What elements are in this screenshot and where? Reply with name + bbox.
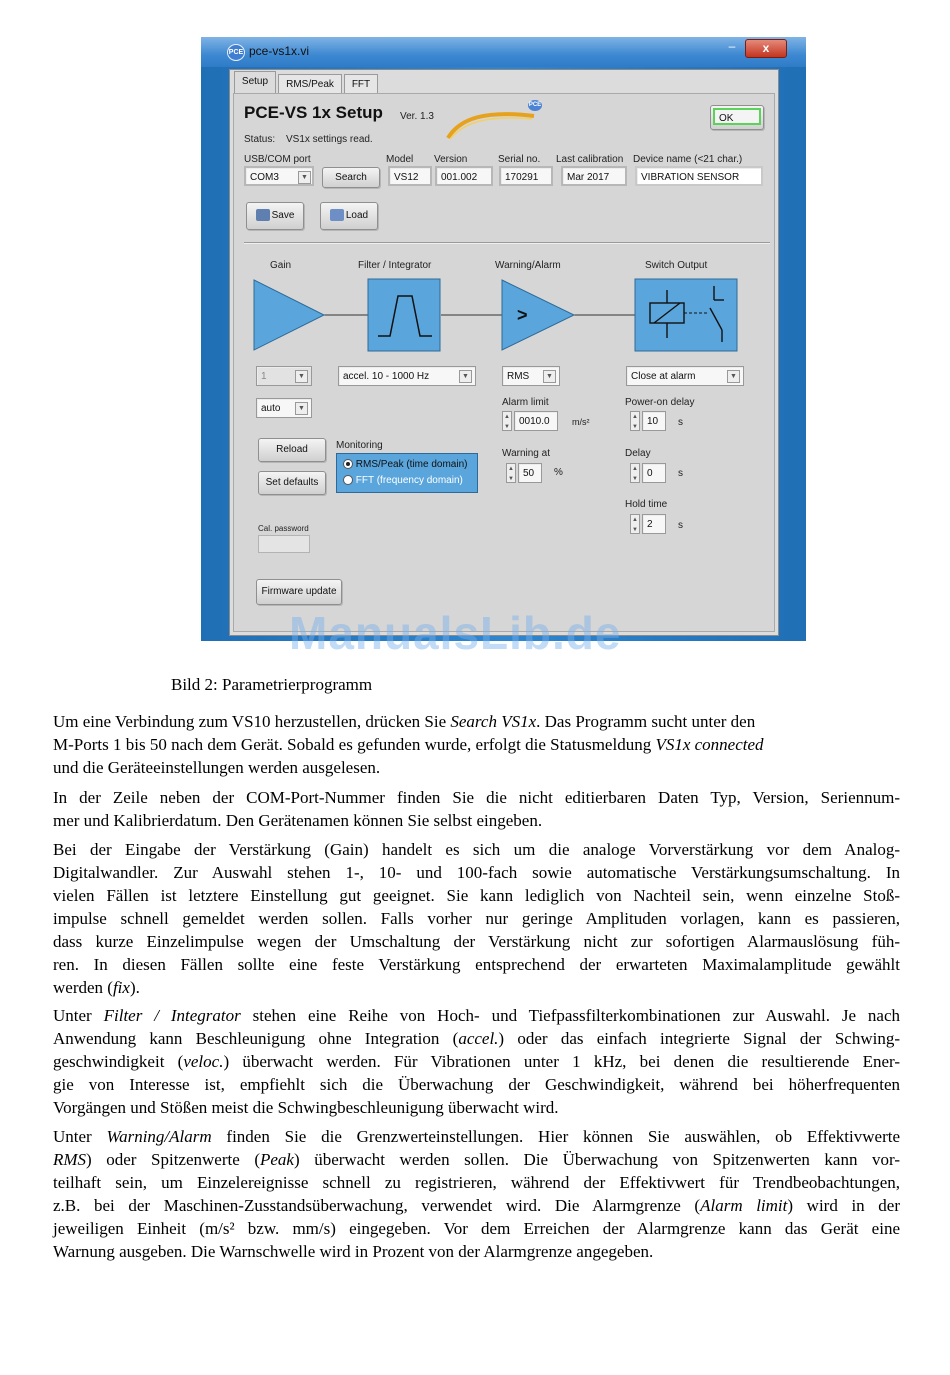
- save-label: Save: [271, 210, 295, 221]
- text-line: dass kurze Einzelimpulse wegen der Umschaltung der Verstärkung nicht zur sofortigen Alarmauslösung füh-: [53, 932, 900, 951]
- text-line: impulse schnell gemeldet werden sollen. Falls vorher nur geringe Amplituden vorlagen, kann es passieren,: [53, 909, 900, 928]
- delay-input[interactable]: 0: [642, 463, 666, 483]
- chevron-down-icon[interactable]: ▼: [295, 402, 308, 415]
- text-line: und die Geräteeinstellungen werden ausgelesen.: [53, 758, 381, 777]
- cal-password-label: Cal. password: [258, 524, 309, 533]
- setup-heading: PCE-VS 1x Setup: [244, 103, 383, 122]
- chevron-down-icon[interactable]: ▼: [727, 370, 740, 383]
- switch-mode-value: Close at alarm: [631, 371, 696, 382]
- seconds-unit: s: [678, 520, 683, 531]
- window-titlebar: [201, 37, 806, 67]
- switch-output-label: Switch Output: [645, 260, 708, 271]
- monitoring-group: [336, 453, 478, 493]
- power-on-delay-input[interactable]: 10: [642, 411, 666, 431]
- warning-at-input[interactable]: 50: [518, 463, 542, 483]
- folder-icon: [330, 209, 344, 221]
- serial-label: Serial no.: [498, 154, 541, 165]
- firmware-update-button[interactable]: Firmware update: [256, 579, 342, 605]
- paragraph-1: [53, 710, 900, 779]
- model-label: Model: [386, 154, 414, 165]
- gain-mode-value: auto: [261, 403, 281, 414]
- tab-rms-peak[interactable]: RMS/Peak: [278, 74, 342, 94]
- seconds-unit: s: [678, 417, 683, 428]
- paragraph-2: [53, 786, 900, 832]
- calibration-field: Mar 2017: [561, 166, 627, 186]
- calibration-label: Last calibration: [556, 154, 624, 165]
- text-line: teilhaft sein, um Einzelereignisse schnell zu registrieren, während der Effektivwert für Trendbeobachtungen,: [53, 1173, 900, 1192]
- filter-label: Filter / Integrator: [358, 260, 432, 271]
- comparator-symbol: >: [517, 305, 528, 325]
- paragraph-4: [53, 1004, 900, 1119]
- pce-logo-icon: PCE: [528, 100, 542, 111]
- filter-value: accel. 10 - 1000 Hz: [343, 371, 430, 382]
- save-button[interactable]: [246, 202, 304, 230]
- gain-mode-select[interactable]: [256, 398, 312, 418]
- text-line: vielen Fällen ist letztere Einstellung gut geeignet. Sie kann lediglich von Nachteil sein, wenn einzelne Stoß-: [53, 886, 900, 905]
- hold-time-input[interactable]: 2: [642, 514, 666, 534]
- close-button[interactable]: x: [745, 39, 787, 58]
- filter-select[interactable]: [338, 366, 476, 386]
- text-line: Unter Warning/Alarm finden Sie die Grenzwerteinstellungen. Hier können Sie auswählen, ob Effektivwerte: [53, 1127, 900, 1146]
- text-line: ren. In diesen Fällen sollte eine feste Verstärkung entsprechend der erwarteten Maximalamplitude gewählt: [53, 955, 900, 974]
- setup-panel: [233, 93, 775, 632]
- warning-at-label: Warning at: [502, 448, 550, 459]
- hold-time-stepper[interactable]: ▲ ▼: [630, 514, 640, 534]
- version-label: Version: [434, 154, 468, 165]
- text-line: Unter Filter / Integrator stehen eine Reihe von Hoch- und Tiefpassfilterkombinationen zur Auswahl. Je nach: [53, 1006, 901, 1025]
- device-name-input[interactable]: VIBRATION SENSOR: [635, 166, 763, 186]
- text-line: Um eine Verbindung zum VS10 herzustellen, drücken Sie Search VS1x. Das Programm sucht unter den: [53, 712, 756, 731]
- text-line: geschwindigkeit (veloc.) überwacht werden. Für Vibrationen unter 1 kHz, bei denen die resultierende Ener-: [53, 1052, 900, 1071]
- monitoring-label: Monitoring: [336, 440, 383, 451]
- rms-value: RMS: [507, 371, 530, 382]
- monitoring-option-rms[interactable]: [343, 459, 467, 470]
- ok-button[interactable]: [710, 105, 764, 130]
- monitoring-option-fft[interactable]: [343, 475, 463, 486]
- alarm-limit-label: Alarm limit: [502, 397, 549, 408]
- port-value: COM3: [250, 172, 279, 183]
- tab-fft[interactable]: FFT: [344, 74, 378, 94]
- version-field: 001.002: [435, 166, 493, 186]
- paragraph-5: [53, 1125, 900, 1263]
- text-line: gie von Interesse ist, empfiehlt sich die Überwachung der Geschwindigkeit, während bei höherfrequenten: [53, 1075, 900, 1094]
- set-defaults-button[interactable]: Set defaults: [258, 471, 326, 495]
- device-name-label: Device name (<21 char.): [633, 154, 743, 165]
- port-label: USB/COM port: [244, 154, 311, 165]
- tab-setup[interactable]: Setup: [234, 71, 276, 95]
- text-line: werden (fix).: [53, 978, 140, 997]
- monitoring-option-fft-label: FFT (frequency domain): [355, 475, 463, 486]
- power-on-delay-label: Power-on delay: [625, 397, 695, 408]
- alarm-limit-stepper[interactable]: ▲ ▼: [502, 411, 512, 431]
- text-line: Bei der Eingabe der Verstärkung (Gain) handelt es sich um die analoge Vorverstärkung vor dem Analog-: [53, 840, 900, 859]
- text-line: Vorgängen und Stößen meist die Schwingbeschleunigung überwacht wird.: [53, 1098, 559, 1117]
- switch-mode-select[interactable]: [626, 366, 744, 386]
- gain-label: Gain: [270, 260, 292, 271]
- separator: [244, 242, 770, 244]
- load-button[interactable]: [320, 202, 378, 230]
- delay-label: Delay: [625, 448, 651, 459]
- text-line: M-Ports 1 bis 50 nach dem Gerät. Sobald es gefunden wurde, erfolgt die Statusmeldung VS1x connected: [53, 735, 764, 754]
- serial-field: 170291: [499, 166, 553, 186]
- radio-selected-icon: [343, 459, 353, 469]
- paragraph-3: [53, 838, 900, 999]
- warning-at-stepper[interactable]: ▲ ▼: [506, 463, 516, 483]
- text-line: In der Zeile neben der COM-Port-Nummer finden Sie die nicht editierbaren Daten Typ, Version, Seriennum-: [53, 788, 900, 807]
- text-line: RMS) oder Spitzenwerte (Peak) überwacht werden sollen. Die Überwachung von Spitzenwerten kann vor-: [53, 1150, 901, 1169]
- chevron-down-icon[interactable]: ▼: [298, 171, 311, 184]
- alarm-unit: m/s²: [572, 417, 590, 427]
- ok-button-label: OK: [713, 108, 761, 125]
- text-line: z.B. bei der Maschinen-Zusstandsüberwachung, verwendet wird. Die Alarmgrenze (Alarm limit) wird in der: [53, 1196, 900, 1215]
- pce-swoosh-logo: [446, 106, 536, 142]
- text-line: mer und Kalibrierdatum. Den Gerätenamen können Sie selbst eingeben.: [53, 811, 543, 830]
- port-select[interactable]: [244, 166, 314, 186]
- gain-select[interactable]: [256, 366, 312, 386]
- text-line: Digitalwandler. Zur Auswahl stehen 1-, 10- und 100-fach sowie automatische Verstärkungsumschaltung. In: [53, 863, 900, 882]
- percent-unit: %: [554, 467, 563, 478]
- text-line: Anwendung kann Beschleunigung ohne Integration (accel.) oder das einfach integrierte Signal der Schwing-: [53, 1029, 900, 1048]
- software-screenshot: [201, 37, 806, 641]
- search-button[interactable]: Search: [322, 167, 380, 188]
- seconds-unit: s: [678, 468, 683, 479]
- text-line: jeweiligen Einheit (m/s² bzw. mm/s) eingegeben. Vor dem Erreichen der Alarmgrenze kann das Gerät eine: [53, 1219, 900, 1238]
- model-field: VS12: [388, 166, 432, 186]
- text-line: Warnung ausgeben. Die Warnschwelle wird in Prozent von der Alarmgrenze angegeben.: [53, 1242, 654, 1261]
- radio-unselected-icon: [343, 475, 353, 485]
- watermark: ManualsLib.de: [289, 607, 622, 659]
- signal-chain-diagram: [244, 278, 764, 352]
- status-text: VS1x settings read.: [286, 134, 373, 145]
- reload-button[interactable]: Reload: [258, 438, 326, 462]
- warning-alarm-label: Warning/Alarm: [495, 260, 561, 271]
- window-client: [229, 69, 779, 636]
- minimize-button[interactable]: –: [728, 39, 736, 53]
- chevron-down-icon[interactable]: ▼: [295, 370, 308, 383]
- save-icon: [256, 209, 270, 221]
- chevron-down-icon[interactable]: ▼: [543, 370, 556, 383]
- pce-logo-icon: PCE: [227, 44, 245, 61]
- monitoring-option-rms-label: RMS/Peak (time domain): [355, 459, 468, 470]
- gain-value: 1: [261, 371, 267, 382]
- load-label: Load: [345, 210, 369, 221]
- status-label: Status:: [244, 134, 276, 145]
- delay-stepper[interactable]: ▲ ▼: [630, 463, 640, 483]
- chevron-down-icon[interactable]: ▼: [459, 370, 472, 383]
- figure-caption: Bild 2: Parametrierprogramm: [171, 675, 373, 694]
- hold-time-label: Hold time: [625, 499, 668, 510]
- cal-password-input[interactable]: [258, 535, 310, 553]
- alarm-limit-input[interactable]: 0010.0: [514, 411, 558, 431]
- power-on-delay-stepper[interactable]: ▲ ▼: [630, 411, 640, 431]
- version-tag: Ver. 1.3: [400, 111, 434, 122]
- rms-select[interactable]: [502, 366, 560, 386]
- window-title: pce-vs1x.vi: [249, 44, 310, 58]
